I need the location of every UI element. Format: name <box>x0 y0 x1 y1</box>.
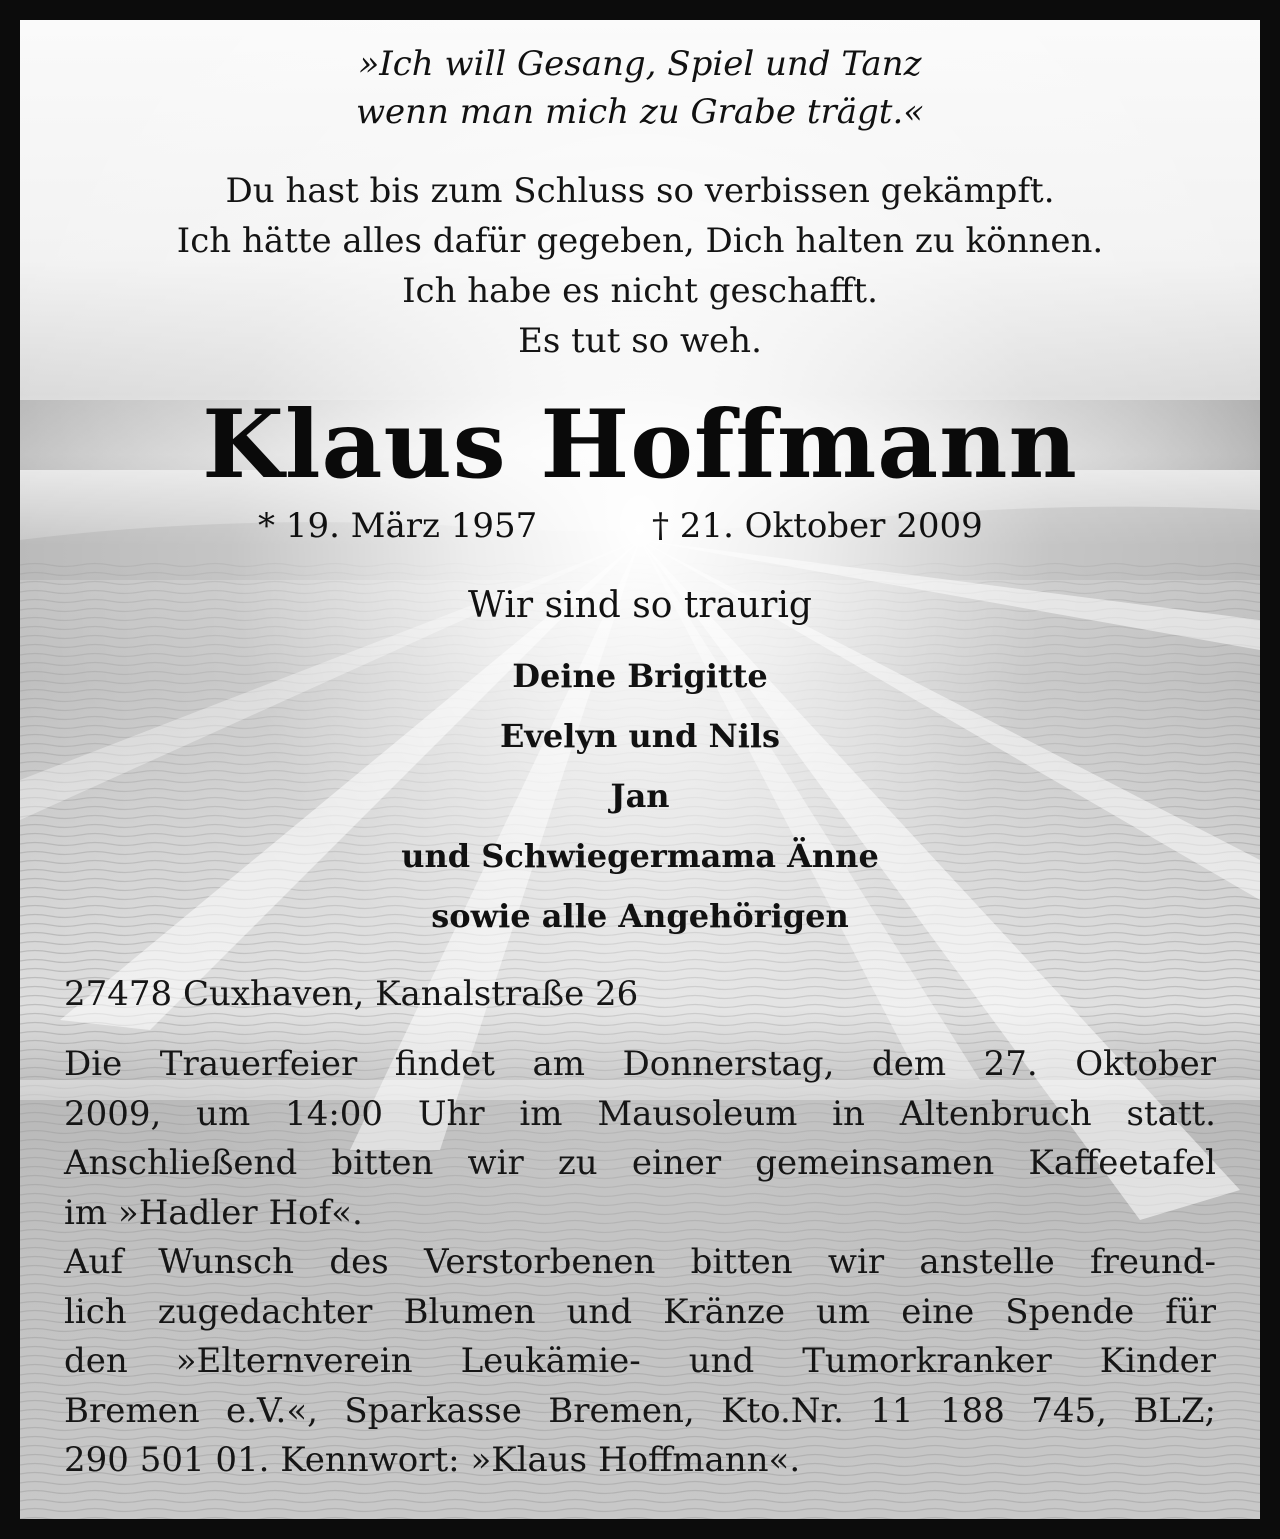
notice-line: Bremen e.V.«, Sparkasse Bremen, Kto.Nr. 11 188 745, BLZ; <box>64 1390 1216 1431</box>
family-signatures <box>20 646 1260 946</box>
address <box>64 970 1216 1020</box>
verse-line: Ich hätte alles dafür gegeben, Dich halten zu können. <box>176 221 1104 261</box>
family-member: Evelyn und Nils <box>499 717 781 755</box>
family-member: und Schwiegermama Änne <box>401 837 879 875</box>
mourning-text: Wir sind so traurig <box>468 585 812 626</box>
deceased-name: Klaus Hoffmann <box>202 390 1078 500</box>
obituary-content <box>20 20 1260 1519</box>
birth-date: * 19. März 1957 <box>258 506 538 546</box>
family-member: Deine Brigitte <box>512 657 768 695</box>
verse-line: Du hast bis zum Schluss so verbissen gekämpft. <box>225 171 1055 211</box>
notice-line: 2009, um 14:00 Uhr im Mausoleum in Altenbruch statt. <box>64 1093 1216 1134</box>
verse-line: Ich habe es nicht geschafft. <box>402 271 878 311</box>
notice-line: Anschließend bitten wir zu einer gemeinsamen Kaffeetafel <box>64 1143 1216 1183</box>
notice-line: lich zugedachter Blumen und Kränze um eine Spende für <box>64 1291 1216 1332</box>
family-member: Jan <box>610 777 670 815</box>
address-line: 27478 Cuxhaven, Kanalstraße 26 <box>64 974 639 1014</box>
motto-quote <box>20 40 1260 136</box>
notice-line: den »Elternverein Leukämie- und Tumorkranker Kinder <box>64 1341 1216 1381</box>
motto-line: »Ich will Gesang, Spiel und Tanz <box>358 44 922 84</box>
funeral-notice <box>64 1040 1216 1486</box>
verse-line: Es tut so weh. <box>518 321 762 361</box>
death-date: † 21. Oktober 2009 <box>652 506 983 546</box>
notice-line: 290 501 01. Kennwort: »Klaus Hoffmann«. <box>64 1440 801 1480</box>
notice-line: Die Trauerfeier findet am Donnerstag, dem 27. Oktober <box>64 1044 1216 1084</box>
notice-line: im »Hadler Hof«. <box>64 1192 363 1233</box>
family-member: sowie alle Angehörigen <box>431 897 849 935</box>
motto-line: wenn man mich zu Grabe trägt.« <box>355 92 925 132</box>
verse <box>20 166 1260 366</box>
notice-line: Auf Wunsch des Verstorbenen bitten wir anstelle freund- <box>64 1242 1216 1282</box>
